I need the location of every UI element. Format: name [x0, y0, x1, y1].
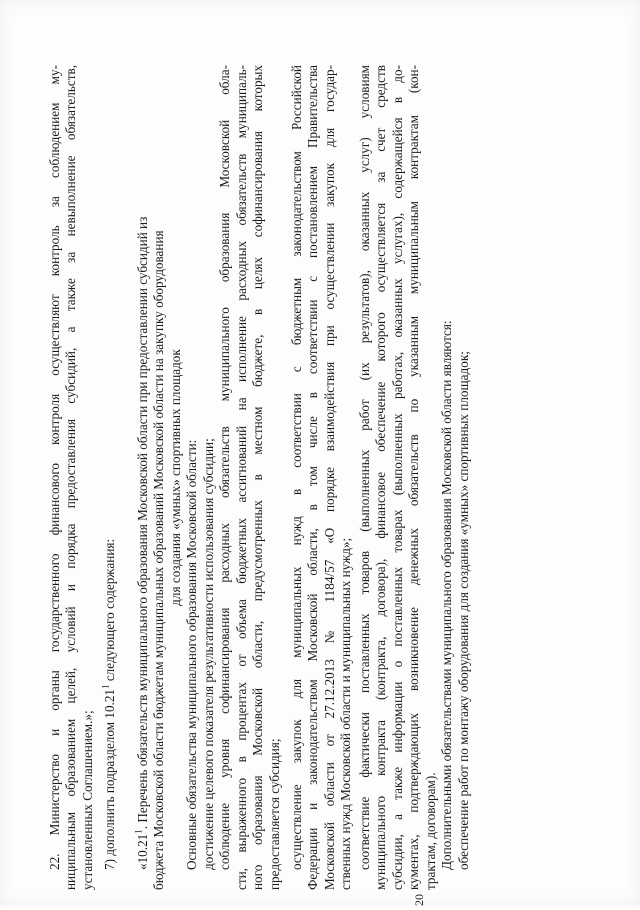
text-line-14: ственных нужд Московской области и муниципальных нужд»;: [338, 537, 353, 890]
superscript-2: 1: [133, 829, 144, 834]
text-line-4b: следующего содержания:: [102, 538, 117, 682]
rotated-text-block: [40, 60, 600, 906]
text-line-18: кументах, подтверждающих возникновение денежных обязательств по указанным муниципальным контрактам (кон-: [406, 65, 421, 890]
heading-line-3: для создания «умных» спортивных площадок: [168, 349, 183, 606]
text-line-1: 22. Министерство и органы государственного финансового контроля осуществляют контроль за соблюдением му-: [47, 65, 62, 870]
heading-line-1: [133, 65, 151, 870]
text-line-2: ниципальным образованием целей, условий и порядка предоставления субсидий, а также за невыполнение обязательств,: [63, 65, 78, 890]
text-line-12: Федерации и законодательством Московской области, в том числе в соответствии с постановлением Правительства: [305, 65, 320, 890]
text-line-4a: 7) дополнить подразделом 10.21: [102, 688, 117, 870]
text-line-13: Московской области от 27.12.2013 № 1184/57 «О порядке взаимодействия при осуществлении закупок для государ-: [322, 65, 337, 890]
text-line-3: установленных Соглашением.»;: [80, 710, 95, 890]
text-line-6: достижение целевого показателя результативности использования субсидии;: [201, 438, 216, 870]
text-line-17: субсидии, а также информации о поставленных товарах (выполненных работах, оказанных услугах), содержащейся в до-: [390, 65, 405, 890]
text-line-11: осуществление закупок для муниципальных нужд в соответствии с бюджетным законодательством Российской: [289, 65, 304, 870]
text-line-20: Дополнительными обязательствами муниципального образования Московской области являются:: [439, 320, 454, 870]
text-line-5: Основные обязательства муниципального образования Московской области:: [184, 439, 199, 870]
text-line-9: ного образования Московской области, предусмотренных в местном бюджете, в целях софинансирования которых: [250, 65, 265, 890]
text-line-21: обеспечение работ по монтажу оборудования для создания «умных» спортивных площадок;: [456, 351, 471, 870]
text-line-7: соблюдение уровня софинансирования расходных обязательств муниципального образования Московской обла-: [217, 65, 232, 870]
heading-text: . Перечень обязательств муниципального образования Московской области при предоставлении субсидий из: [135, 216, 150, 830]
heading-number: «10.21: [135, 833, 150, 870]
text-line-4: [100, 45, 118, 870]
heading-line-2: бюджета Московской области бюджетам муниципальных образований Московской области на закупку оборудования: [151, 230, 166, 890]
page-number: 20: [412, 894, 426, 906]
text-line-10: предоставляется субсидия;: [267, 738, 282, 890]
text-line-19: трактам, договорам).: [423, 772, 438, 890]
superscript-1: 1: [100, 684, 111, 689]
text-line-16: муниципального контракта (контракта, договора), финансовое обеспечение которого осуществляется за счет средств: [373, 65, 388, 890]
text-line-15: соответствие фактически поставленных товаров (выполненных работ (их результатов), оказанных услуг) условиям: [357, 65, 372, 870]
text-line-8: сти, выраженного в процентах от объема бюджетных ассигнований на исполнение расходных обязательств муниципаль-: [234, 65, 249, 890]
